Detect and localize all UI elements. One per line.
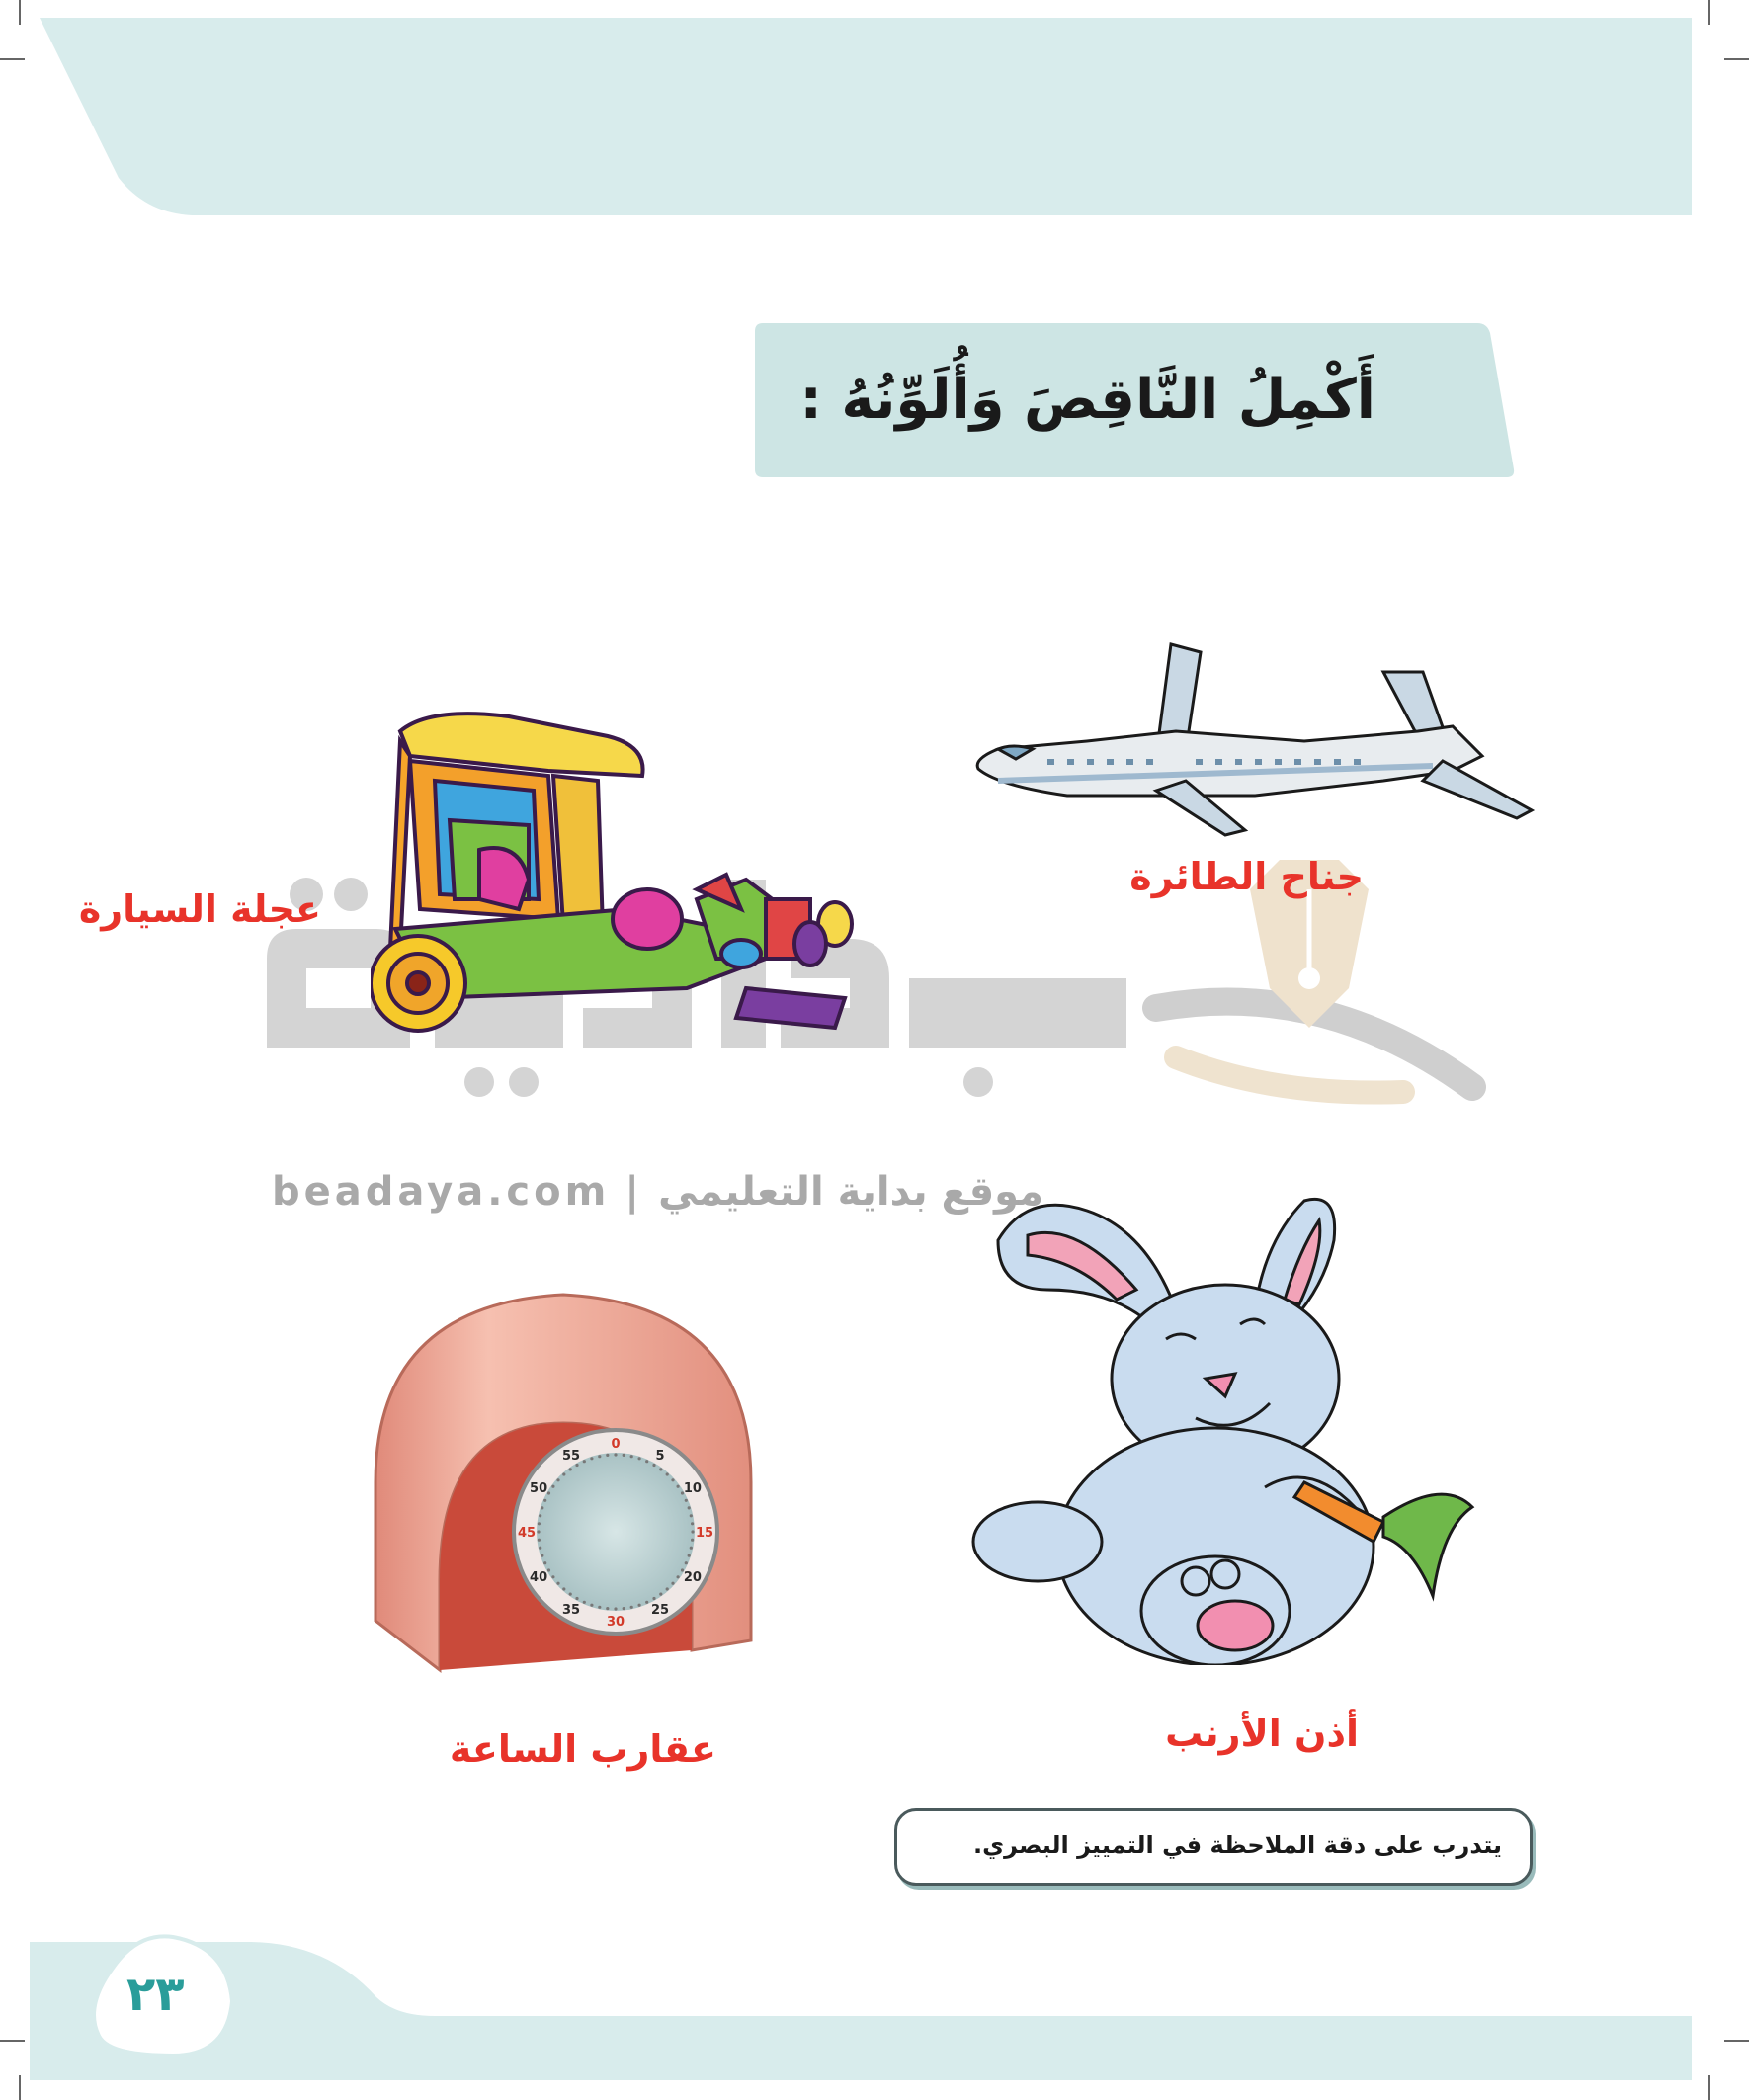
objective-note-text: يتدرب على دقة الملاحظة في التمييز البصري. [973, 1831, 1502, 1859]
clock-minute-tick [569, 1468, 572, 1470]
toy-car-image [371, 702, 855, 1048]
clock-minute-tick [638, 1604, 641, 1607]
clock-minute-tick [541, 1554, 543, 1557]
clock-minute-tick [543, 1561, 546, 1564]
clock-minute-tick [666, 1587, 669, 1590]
clock-dial-number: 10 [683, 1481, 702, 1496]
clock-minute-tick [562, 1587, 565, 1590]
clock-minute-tick [539, 1547, 541, 1550]
clock-dial-number: 35 [561, 1602, 581, 1618]
airplane-image [958, 632, 1541, 850]
clock-dial-number: 25 [650, 1602, 670, 1618]
clock-minute-tick [671, 1478, 674, 1481]
clock-minute-tick [681, 1568, 684, 1571]
clock-minute-tick [652, 1464, 655, 1467]
header-band [0, 0, 1749, 227]
clock-image [366, 1285, 761, 1700]
clock-minute-tick [569, 1593, 572, 1596]
clock-minute-tick [551, 1485, 554, 1488]
label-car-wheel: عجلة السيارة [78, 887, 321, 931]
clock-dial-number: 5 [655, 1449, 665, 1465]
clock-minute-tick [691, 1539, 694, 1542]
watermark-separator: | [625, 1169, 643, 1215]
rabbit-image [968, 1181, 1502, 1665]
footer-band [0, 1907, 1749, 2100]
watermark-url: beadaya.com [272, 1169, 611, 1215]
clock-minute-tick [598, 1455, 601, 1458]
clock-minute-tick [685, 1499, 688, 1502]
clock-minute-tick [638, 1457, 641, 1460]
objective-note [894, 1808, 1533, 1886]
clock-minute-tick [575, 1597, 578, 1600]
clock-minute-tick [551, 1575, 554, 1578]
clock-minute-tick [590, 1457, 593, 1460]
clock-minute-tick [645, 1460, 648, 1463]
page-number: ٢٣ [126, 1967, 185, 2022]
clock-minute-tick [681, 1491, 684, 1494]
label-clock-hands: عقارب الساعة [449, 1727, 716, 1771]
clock-minute-tick [562, 1472, 565, 1475]
clock-dial-number: 45 [517, 1526, 537, 1541]
clock-minute-tick [623, 1607, 625, 1610]
clock-minute-tick [598, 1606, 601, 1609]
clock-dial-number: 0 [611, 1437, 621, 1452]
clock-minute-tick [666, 1472, 669, 1475]
watermark-site-name: موقع بداية التعليمي [658, 1169, 1043, 1215]
clock-dial-number: 40 [530, 1570, 548, 1585]
clock-dial-number: 30 [606, 1615, 625, 1630]
clock-minute-tick [575, 1464, 578, 1467]
clock-dial-number: 55 [561, 1449, 581, 1465]
clock-minute-tick [543, 1499, 546, 1502]
clock-minute-tick [685, 1561, 688, 1564]
clock-minute-tick [538, 1539, 541, 1542]
clock-minute-tick [623, 1454, 625, 1457]
clock-minute-tick [583, 1601, 586, 1604]
clock-minute-tick [556, 1582, 559, 1585]
clock-minute-tick [645, 1601, 648, 1604]
clock-minute-tick [556, 1478, 559, 1481]
clock-minute-tick [677, 1575, 680, 1578]
clock-minute-tick [537, 1530, 540, 1533]
label-airplane-wing: جناح الطائرة [1129, 855, 1364, 898]
clock-minute-tick [691, 1522, 694, 1525]
clock-dial-number: 50 [530, 1481, 548, 1496]
clock-minute-tick [541, 1506, 543, 1509]
clock-minute-tick [690, 1547, 693, 1550]
clock-minute-tick [547, 1491, 550, 1494]
clock-minute-tick [690, 1514, 693, 1517]
clock-minute-tick [677, 1485, 680, 1488]
label-rabbit-ear: أذن الأرنب [1165, 1712, 1359, 1755]
clock-minute-tick [583, 1460, 586, 1463]
clock-minute-tick [590, 1604, 593, 1607]
clock-minute-tick [614, 1453, 617, 1456]
clock-minute-tick [538, 1522, 541, 1525]
clock-minute-tick [606, 1607, 609, 1610]
clock-minute-tick [606, 1454, 609, 1457]
clock-minute-tick [652, 1597, 655, 1600]
clock-dial-number: 15 [695, 1526, 714, 1541]
clock-minute-tick [688, 1506, 691, 1509]
clock-minute-tick [539, 1514, 541, 1517]
clock-minute-tick [671, 1582, 674, 1585]
watermark-text [272, 1169, 1043, 1215]
clock-minute-tick [691, 1530, 694, 1533]
clock-minute-tick [659, 1468, 662, 1470]
clock-minute-tick [614, 1607, 617, 1610]
clock-minute-tick [547, 1568, 550, 1571]
clock-minute-tick [630, 1606, 633, 1609]
clock-minute-tick [688, 1554, 691, 1557]
clock-minute-tick [659, 1593, 662, 1596]
page-title: أَكْمِلُ النَّاقِصَ وَأُلَوِّنُهُ : [799, 368, 1375, 432]
clock-dial-number: 20 [683, 1570, 702, 1585]
clock-minute-tick [630, 1455, 633, 1458]
